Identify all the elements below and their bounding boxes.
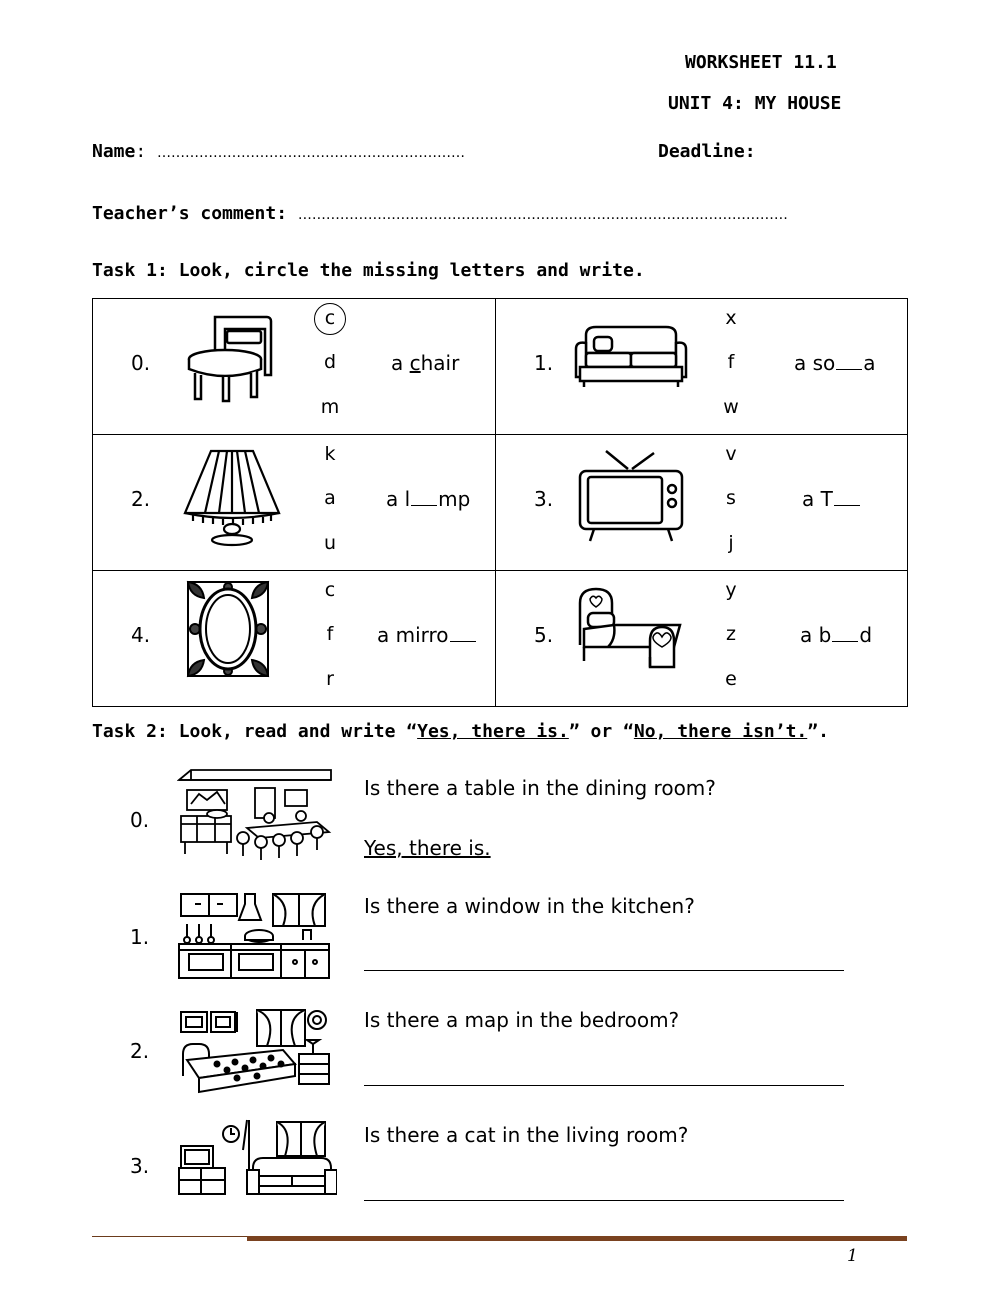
- lamp-icon: [181, 443, 283, 547]
- option-letter[interactable]: y: [725, 579, 737, 601]
- task1-cell-3: [496, 435, 908, 571]
- option-letter[interactable]: m: [320, 396, 340, 418]
- page-number: 1: [847, 1246, 858, 1266]
- name-colon: :: [135, 141, 147, 162]
- question-text: Is there a table in the dining room?: [364, 776, 716, 800]
- option-letter[interactable]: d: [323, 351, 337, 373]
- task1-table: [92, 298, 908, 707]
- footer-rule-thin: [92, 1236, 247, 1237]
- option-letter[interactable]: e: [725, 668, 737, 690]
- option-letter[interactable]: s: [726, 487, 736, 509]
- task1-cell-0: [93, 299, 496, 435]
- name-label: Name: [92, 141, 136, 162]
- option-letter[interactable]: k: [324, 443, 336, 465]
- tv-icon: [576, 447, 686, 545]
- sample-answer: Yes, there is.: [364, 836, 491, 860]
- option-letter[interactable]: f: [326, 623, 334, 645]
- footer-rule-thick: [247, 1236, 907, 1241]
- word-prompt: a l mp: [386, 487, 471, 511]
- letter-blank[interactable]: [836, 369, 862, 370]
- task2-title: Task 2: Look, read and write “Yes, there is.” or “No, there isn’t.”.: [92, 721, 829, 742]
- task1-cell-2: [93, 435, 496, 571]
- sofa-icon: [572, 323, 690, 389]
- letter-blank[interactable]: [411, 505, 437, 506]
- answer-line[interactable]: [364, 1085, 844, 1086]
- mirror-icon: [185, 579, 271, 679]
- letter-blank[interactable]: [832, 641, 858, 642]
- item-number: 2.: [131, 487, 151, 511]
- item-number: 1.: [534, 351, 554, 375]
- comment-row: [92, 203, 788, 224]
- question-text: Is there a cat in the living room?: [364, 1123, 689, 1147]
- item-number: 0.: [131, 351, 151, 375]
- option-letter[interactable]: c: [324, 579, 336, 601]
- option-letter[interactable]: j: [728, 532, 734, 554]
- letter-blank[interactable]: [834, 505, 860, 506]
- task1-cell-1: [496, 299, 908, 435]
- item-number: 3.: [534, 487, 554, 511]
- word-prompt: a so a: [794, 351, 876, 375]
- word-prompt: a mirro: [377, 623, 477, 647]
- answer-line[interactable]: [364, 1200, 844, 1201]
- task1-cell-5: [496, 571, 908, 707]
- comment-label: Teacher’s comment:: [92, 203, 288, 224]
- answer-line[interactable]: [364, 970, 844, 971]
- bed-icon: [574, 585, 690, 671]
- name-field[interactable]: …………………………………………………………: [157, 145, 466, 161]
- word-prompt: a chair: [391, 351, 460, 375]
- item-number: 3.: [130, 1154, 150, 1178]
- deadline-label: Deadline:: [658, 141, 756, 162]
- option-letter[interactable]: z: [726, 623, 736, 645]
- chair-icon: [185, 313, 277, 403]
- item-number: 4.: [131, 623, 151, 647]
- option-letter[interactable]: c: [324, 307, 336, 329]
- word-prompt: a b d: [800, 623, 873, 647]
- word-prompt: a T: [802, 487, 861, 511]
- option-letter[interactable]: v: [725, 443, 737, 465]
- answer-circle: [314, 303, 346, 335]
- question-text: Is there a window in the kitchen?: [364, 894, 695, 918]
- comment-field[interactable]: ……………………………………………………………………………………………: [297, 207, 788, 223]
- unit-title: UNIT 4: MY HOUSE: [668, 93, 842, 114]
- dining-room-icon: [177, 768, 335, 862]
- item-number: 2.: [130, 1039, 150, 1063]
- worksheet-number: WORKSHEET 11.1: [685, 52, 837, 73]
- item-number: 0.: [130, 808, 150, 832]
- name-row: [92, 141, 465, 162]
- task1-title: Task 1: Look, circle the missing letters and write.: [92, 260, 645, 281]
- item-number: 1.: [130, 925, 150, 949]
- question-text: Is there a map in the bedroom?: [364, 1008, 680, 1032]
- option-letter[interactable]: a: [324, 487, 336, 509]
- task1-cell-4: [93, 571, 496, 707]
- option-letter[interactable]: w: [723, 396, 739, 418]
- option-letter[interactable]: r: [326, 668, 334, 690]
- kitchen-icon: [177, 890, 331, 980]
- letter-blank[interactable]: [450, 641, 476, 642]
- option-letter[interactable]: f: [727, 351, 735, 373]
- item-number: 5.: [534, 623, 554, 647]
- option-letter[interactable]: x: [725, 307, 737, 329]
- bedroom-icon: [177, 1004, 333, 1096]
- living-room-icon: [177, 1118, 337, 1202]
- option-letter[interactable]: u: [323, 532, 337, 554]
